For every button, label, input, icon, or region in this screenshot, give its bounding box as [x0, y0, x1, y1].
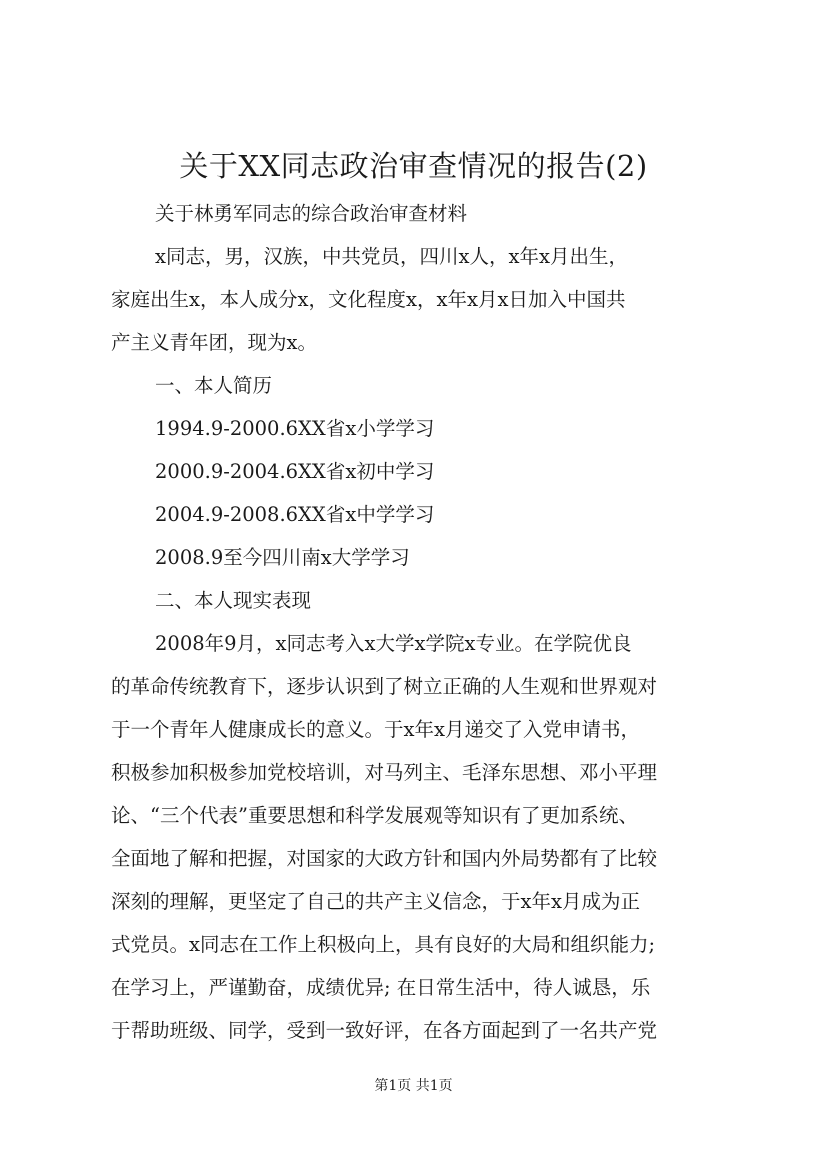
- text-line: 2004.9-2008.6XX省x中学学习: [155, 503, 435, 526]
- text-line: 一、本人简历: [155, 374, 273, 397]
- text-line: 的革命传统教育下，逐步认识到了树立正确的人生观和世界观对: [111, 675, 658, 698]
- text-line: 积极参加积极参加党校培训，对马列主、毛泽东思想、邓小平理: [111, 761, 658, 784]
- text-line: 2008.9至今四川南x大学学习: [155, 546, 410, 569]
- text-line: 二、本人现实表现: [155, 589, 312, 612]
- text-line: 论、“三个代表”重要思想和科学发展观等知识有了更加系统、: [111, 804, 638, 827]
- text-line: 2008年9月，x同志考入x大学x学院x专业。在学院优良: [155, 632, 632, 655]
- text-line: 关于林勇军同志的综合政治审查材料: [155, 202, 468, 225]
- text-line: 于帮助班级、同学，受到一致好评，在各方面起到了一名共产党: [111, 1019, 658, 1042]
- text-line: 于一个青年人健康成长的意义。于x年x月递交了入党申请书，: [111, 718, 640, 741]
- document-title: 关于XX同志政治审查情况的报告(2): [179, 149, 648, 183]
- text-line: x同志，男，汉族，中共党员，四川x人，x年x月出生，: [155, 245, 628, 268]
- text-line: 在学习上，严谨勤奋，成绩优异; 在日常生活中，待人诚恳，乐: [111, 976, 651, 999]
- text-line: 全面地了解和把握，对国家的大政方针和国内外局势都有了比较: [111, 847, 658, 870]
- text-line: 式党员。x同志在工作上积极向上，具有良好的大局和组织能力;: [111, 933, 656, 956]
- text-line: 深刻的理解，更坚定了自己的共产主义信念，于x年x月成为正: [111, 890, 640, 913]
- text-line: 2000.9-2004.6XX省x初中学习: [155, 460, 435, 483]
- text-line: 家庭出生x，本人成分x，文化程度x，x年x月x日加入中国共: [111, 288, 626, 311]
- text-line: 1994.9-2000.6XX省x小学学习: [155, 417, 435, 440]
- text-line: 产主义青年团，现为x。: [111, 331, 317, 354]
- page-footer: 第1页 共1页: [374, 1078, 453, 1094]
